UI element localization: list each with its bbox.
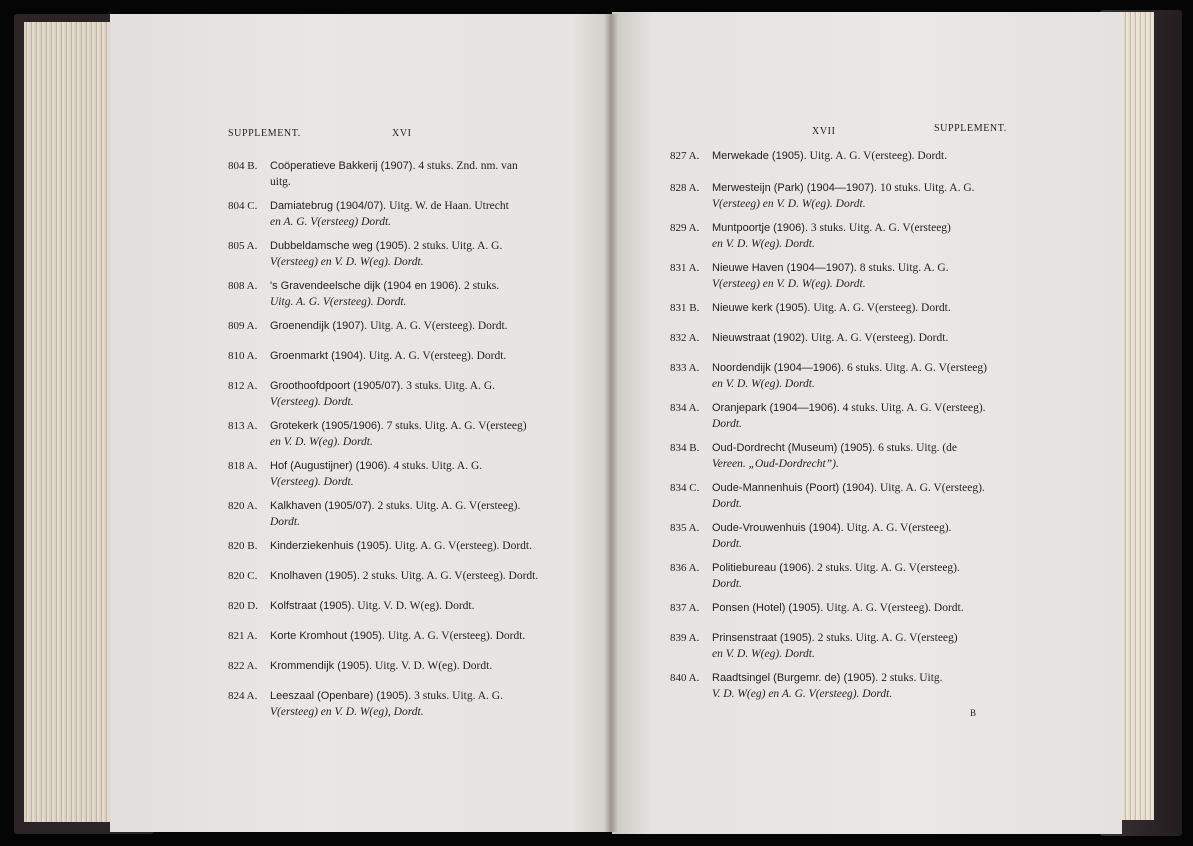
entry-text bbox=[270, 238, 590, 270]
entry-title: Hof (Augustijner) (1906). bbox=[270, 460, 391, 472]
entry-number: 834 A. bbox=[670, 402, 700, 414]
entry-title: Nieuwe kerk (1905). bbox=[712, 302, 811, 314]
entry-title: Grotekerk (1905/1906). bbox=[270, 420, 384, 432]
entry-title: Korte Kromhout (1905). bbox=[270, 630, 385, 642]
entry-publisher: 2 stuks. Uitg. A. G. V(ersteeg). bbox=[817, 562, 960, 574]
entry-title: 's Gravendeelsche dijk (1904 en 1906). bbox=[270, 280, 462, 292]
entry-number: 821 A. bbox=[228, 630, 258, 642]
entry-text bbox=[270, 198, 590, 230]
entry-publisher-continued: en V. D. W(eg). Dordt. bbox=[712, 378, 815, 390]
entry-publisher: 8 stuks. Uitg. A. G. bbox=[859, 262, 949, 274]
entry-number: 833 A. bbox=[670, 362, 700, 374]
entry-number: 837 A. bbox=[670, 602, 700, 614]
entry-text bbox=[270, 318, 590, 334]
entry-title: Groenendijk (1907). bbox=[270, 320, 368, 332]
entry-text bbox=[270, 458, 590, 490]
entry-text bbox=[270, 568, 590, 584]
entry-number: 820 A. bbox=[228, 500, 258, 512]
entry-text bbox=[712, 600, 1042, 616]
entry-title: Oude-Vrouwenhuis (1904). bbox=[712, 522, 844, 534]
entry-number: 834 B. bbox=[670, 442, 700, 454]
entry-title: Oud-Dordrecht (Museum) (1905). bbox=[712, 442, 876, 454]
entry-title: Merwekade (1905). bbox=[712, 150, 807, 162]
entry-title: Groothoofdpoort (1905/07). bbox=[270, 380, 404, 392]
left-page-number: XVI bbox=[392, 128, 412, 139]
entry-publisher: Uitg. A. G. V(ersteeg). bbox=[846, 522, 952, 534]
printer-signature: B bbox=[970, 708, 977, 718]
entry-publisher: 6 stuks. Uitg. (de bbox=[878, 442, 958, 454]
entry-title: Knolhaven (1905). bbox=[270, 570, 360, 582]
entry-publisher-continued: en V. D. W(eg). Dordt. bbox=[712, 238, 815, 250]
entry-text bbox=[270, 158, 590, 190]
entry-text bbox=[270, 598, 590, 614]
entry-publisher: 7 stuks. Uitg. A. G. V(ersteeg) bbox=[386, 420, 527, 432]
entry-number: 836 A. bbox=[670, 562, 700, 574]
entry-number: 804 C. bbox=[228, 200, 258, 212]
entry-publisher-continued: V(ersteeg) en V. D. W(eg). Dordt. bbox=[712, 278, 866, 290]
entry-title: Politiebureau (1906). bbox=[712, 562, 815, 574]
entry-text bbox=[712, 300, 1042, 316]
entry-publisher-continued: Dordt. bbox=[712, 498, 742, 510]
entry-publisher: 3 stuks. Uitg. A. G. V(ersteeg) bbox=[810, 222, 951, 234]
entry-publisher-continued: en V. D. W(eg). Dordt. bbox=[712, 648, 815, 660]
entry-title: Nieuwe Haven (1904—1907). bbox=[712, 262, 857, 274]
entry-publisher: 2 stuks. Uitg. A. G. V(ersteeg). bbox=[377, 500, 521, 512]
entry-text bbox=[712, 330, 1042, 346]
entry-title: Muntpoortje (1906). bbox=[712, 222, 808, 234]
entry-publisher: 4 stuks. Znd. nm. van bbox=[418, 160, 518, 172]
entry-title: Groenmarkt (1904). bbox=[270, 350, 366, 362]
entry-number: 820 B. bbox=[228, 540, 258, 552]
entry-publisher: Uitg. W. de Haan. Utrecht bbox=[389, 200, 509, 212]
entry-publisher: 2 stuks. bbox=[463, 280, 500, 292]
entry-title: Kinderziekenhuis (1905). bbox=[270, 540, 392, 552]
entry-text bbox=[712, 670, 1042, 702]
entry-title: Kalkhaven (1905/07). bbox=[270, 500, 375, 512]
entry-number: 839 A. bbox=[670, 632, 700, 644]
entry-publisher-continued: Dordt. bbox=[712, 578, 742, 590]
entry-number: 831 B. bbox=[670, 302, 700, 314]
entry-publisher-continued: Dordt. bbox=[270, 516, 300, 528]
entry-text bbox=[712, 148, 1042, 164]
entry-publisher-continued: Dordt. bbox=[712, 538, 742, 550]
right-header-title: SUPPLEMENT. bbox=[934, 123, 1007, 134]
entry-text bbox=[270, 278, 590, 310]
entry-title: Merwesteijn (Park) (1904—1907). bbox=[712, 182, 878, 194]
entry-title: Prinsenstraat (1905). bbox=[712, 632, 815, 644]
entry-publisher-continued: Dordt. bbox=[712, 418, 742, 430]
entry-number: 824 A. bbox=[228, 690, 258, 702]
entry-title: Kolfstraat (1905). bbox=[270, 600, 355, 612]
entry-title: Ponsen (Hotel) (1905). bbox=[712, 602, 824, 614]
entry-text bbox=[712, 520, 1042, 552]
entry-text bbox=[712, 480, 1042, 512]
entry-number: 804 B. bbox=[228, 160, 258, 172]
entry-text bbox=[712, 400, 1042, 432]
entry-title: Raadtsingel (Burgemr. de) (1905). bbox=[712, 672, 879, 684]
entry-text bbox=[712, 560, 1042, 592]
entry-publisher: Uitg. V. D. W(eg). Dordt. bbox=[357, 600, 475, 612]
entry-publisher: Uitg. A. G. V(ersteeg). Dordt. bbox=[368, 350, 507, 362]
entry-number: 822 A. bbox=[228, 660, 258, 672]
entry-publisher-continued: en A. G. V(ersteeg) Dordt. bbox=[270, 216, 392, 228]
entry-publisher-continued: Uitg. A. G. V(ersteeg). Dordt. bbox=[270, 296, 407, 308]
entry-title: Leeszaal (Openbare) (1905). bbox=[270, 690, 412, 702]
entry-text bbox=[712, 180, 1042, 212]
entry-publisher: Uitg. V. D. W(eg). Dordt. bbox=[374, 660, 493, 672]
entry-text bbox=[270, 538, 590, 554]
entry-number: 810 A. bbox=[228, 350, 258, 362]
entry-number: 827 A. bbox=[670, 150, 700, 162]
entry-publisher-continued: V(ersteeg). Dordt. bbox=[270, 396, 354, 408]
entry-publisher: 4 stuks. Uitg. A. G. V(ersteeg). bbox=[842, 402, 986, 414]
entry-title: Damiatebrug (1904/07). bbox=[270, 200, 387, 212]
entry-publisher: 2 stuks. Uitg. A. G. V(ersteeg). Dordt. bbox=[362, 570, 539, 582]
entry-number: 805 A. bbox=[228, 240, 258, 252]
entry-text bbox=[270, 348, 590, 364]
entry-number: 812 A. bbox=[228, 380, 258, 392]
entry-number: 834 C. bbox=[670, 482, 700, 494]
entry-number: 835 A. bbox=[670, 522, 700, 534]
entry-publisher: Uitg. A. G. V(ersteeg). Dordt. bbox=[810, 332, 949, 344]
entry-publisher-continued: en V. D. W(eg). Dordt. bbox=[270, 436, 373, 448]
entry-publisher-continued: V(ersteeg) en V. D. W(eg). Dordt. bbox=[270, 256, 424, 268]
entry-publisher: Uitg. A. G. V(ersteeg). Dordt. bbox=[826, 602, 964, 614]
entry-publisher: 4 stuks. Uitg. A. G. bbox=[393, 460, 483, 472]
entry-text bbox=[270, 628, 590, 644]
entry-number: 829 A. bbox=[670, 222, 700, 234]
page-edges-left bbox=[24, 22, 120, 822]
entry-text bbox=[712, 260, 1042, 292]
entry-text bbox=[270, 378, 590, 410]
entry-publisher-continued: V(ersteeg) en V. D. W(eg), Dordt. bbox=[270, 706, 424, 718]
entry-publisher: 2 stuks. Uitg. A. G. bbox=[413, 240, 503, 252]
entry-number: 832 A. bbox=[670, 332, 700, 344]
entry-number: 820 C. bbox=[228, 570, 258, 582]
entry-publisher: 2 stuks. Uitg. bbox=[881, 672, 943, 684]
entry-text bbox=[712, 360, 1042, 392]
spine-gutter bbox=[604, 14, 618, 832]
entry-publisher-continued: Vereen. „Oud-Dordrecht”). bbox=[712, 458, 839, 470]
entry-text bbox=[712, 440, 1042, 472]
entry-publisher: 2 stuks. Uitg. A. G. V(ersteeg) bbox=[817, 632, 958, 644]
entry-publisher: Uitg. A. G. V(ersteeg). Dordt. bbox=[387, 630, 526, 642]
entry-title: Coöperatieve Bakkerij (1907). bbox=[270, 160, 416, 172]
entry-number: 831 A. bbox=[670, 262, 700, 274]
entry-text bbox=[270, 688, 590, 720]
entry-number: 828 A. bbox=[670, 182, 700, 194]
entry-text bbox=[270, 658, 590, 674]
entry-publisher: Uitg. A. G. V(ersteeg). Dordt. bbox=[394, 540, 533, 552]
entry-text bbox=[270, 418, 590, 450]
entry-number: 809 A. bbox=[228, 320, 258, 332]
entry-title: Krommendijk (1905). bbox=[270, 660, 373, 672]
entry-publisher: Uitg. A. G. V(ersteeg). Dordt. bbox=[370, 320, 508, 332]
entry-title: Oranjepark (1904—1906). bbox=[712, 402, 840, 414]
entry-number: 818 A. bbox=[228, 460, 258, 472]
entry-publisher-continued: V(ersteeg) en V. D. W(eg). Dordt. bbox=[712, 198, 866, 210]
entry-title: Nieuwstraat (1902). bbox=[712, 332, 808, 344]
right-page-number: XVII bbox=[812, 126, 836, 137]
entry-publisher: 3 stuks. Uitg. A. G. bbox=[406, 380, 496, 392]
entry-number: 813 A. bbox=[228, 420, 258, 432]
entry-publisher-continued: V(ersteeg). Dordt. bbox=[270, 476, 354, 488]
entry-publisher: Uitg. A. G. V(ersteeg). Dordt. bbox=[809, 150, 948, 162]
entry-text bbox=[712, 630, 1042, 662]
entry-title: Noordendijk (1904—1906). bbox=[712, 362, 845, 374]
left-page bbox=[110, 14, 612, 832]
left-header-title: SUPPLEMENT. bbox=[228, 128, 301, 139]
entry-text bbox=[270, 498, 590, 530]
entry-publisher-continued: uitg. bbox=[270, 176, 291, 188]
entry-title: Oude-Mannenhuis (Poort) (1904). bbox=[712, 482, 878, 494]
page-edges-right bbox=[1118, 12, 1154, 820]
entry-text bbox=[712, 220, 1042, 252]
entry-publisher: 6 stuks. Uitg. A. G. V(ersteeg) bbox=[846, 362, 987, 374]
entry-number: 808 A. bbox=[228, 280, 258, 292]
entry-publisher: Uitg. A. G. V(ersteeg). Dordt. bbox=[813, 302, 951, 314]
entry-publisher: 10 stuks. Uitg. A. G. bbox=[879, 182, 975, 194]
right-page bbox=[612, 12, 1122, 834]
entry-publisher: 3 stuks. Uitg. A. G. bbox=[414, 690, 503, 702]
entry-number: 840 A. bbox=[670, 672, 700, 684]
entry-number: 820 D. bbox=[228, 600, 258, 612]
entry-publisher-continued: V. D. W(eg) en A. G. V(ersteeg). Dordt. bbox=[712, 688, 893, 700]
entry-publisher: Uitg. A. G. V(ersteeg). bbox=[879, 482, 985, 494]
entry-title: Dubbeldamsche weg (1905). bbox=[270, 240, 411, 252]
